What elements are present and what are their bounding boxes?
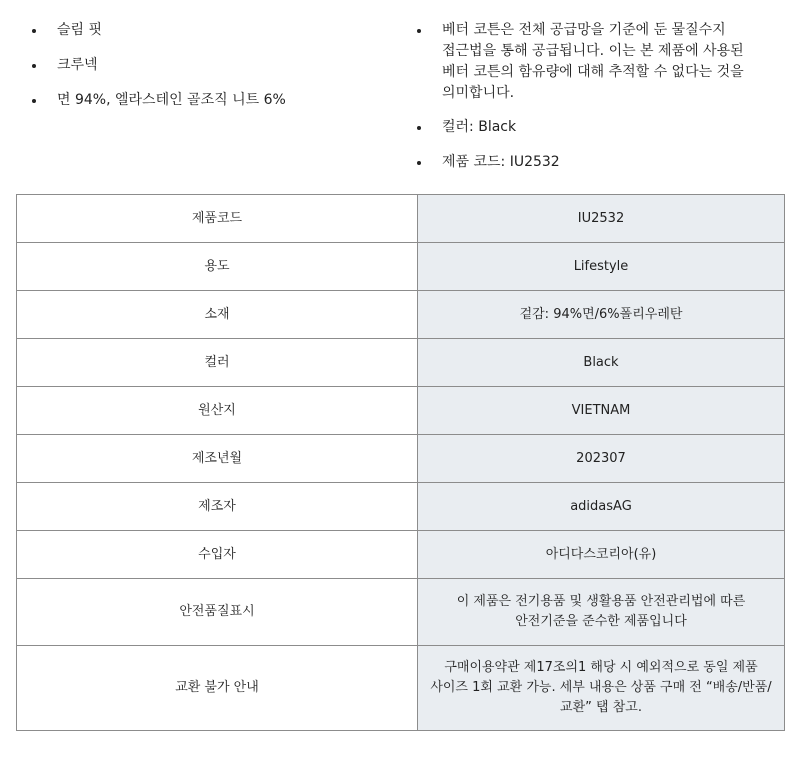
spec-table [16,194,785,731]
spec-label: 소재 [17,291,418,339]
spec-value: 이 제품은 전기용품 및 생활용품 안전관리법에 따른 안전기준을 준수한 제품입니다 [418,579,785,646]
feature-text: 컬러: Black [442,119,517,135]
table-row [17,531,785,579]
feature-text: 베터 코튼은 전체 공급망을 기준에 둔 물질수지 접근법을 통해 공급됩니다. 이는 본 제품에 사용된 베터 코튼의 함유량에 대해 추적할 수 없다는 것을 의미합니다. [442,22,744,101]
table-row [17,387,785,435]
spec-label: 교환 불가 안내 [17,646,418,731]
spec-value: 아디다스코리아(유) [418,531,785,579]
feature-text: 슬림 핏 [57,22,103,38]
table-row [17,646,785,731]
table-row [17,483,785,531]
spec-value: 겉감: 94%면/6%폴리우레탄 [418,291,785,339]
feature-text: 크루넥 [57,57,98,73]
spec-label: 원산지 [17,387,418,435]
table-row [17,579,785,646]
spec-value: IU2532 [418,195,785,243]
spec-value: Black [418,339,785,387]
spec-value: 202307 [418,435,785,483]
spec-label: 컬러 [17,339,418,387]
spec-value: 구매이용약관 제17조의1 해당 시 예외적으로 동일 제품 사이즈 1회 교환 가능. 세부 내용은 상품 구매 전 “배송/반품/ 교환” 탭 참고. [418,646,785,731]
spec-value: adidasAG [418,483,785,531]
spec-label: 수입자 [17,531,418,579]
spec-label: 안전품질표시 [17,579,418,646]
spec-label: 제조년월 [17,435,418,483]
spec-value: VIETNAM [418,387,785,435]
spec-label: 제조자 [17,483,418,531]
table-row [17,195,785,243]
table-row [17,243,785,291]
spec-label: 제품코드 [17,195,418,243]
feature-text: 제품 코드: IU2532 [442,154,560,170]
spec-label: 용도 [17,243,418,291]
table-row [17,339,785,387]
spec-value: Lifestyle [418,243,785,291]
table-row [17,291,785,339]
feature-text: 면 94%, 엘라스테인 골조직 니트 6% [57,92,286,108]
table-row [17,435,785,483]
product-features [0,0,801,195]
